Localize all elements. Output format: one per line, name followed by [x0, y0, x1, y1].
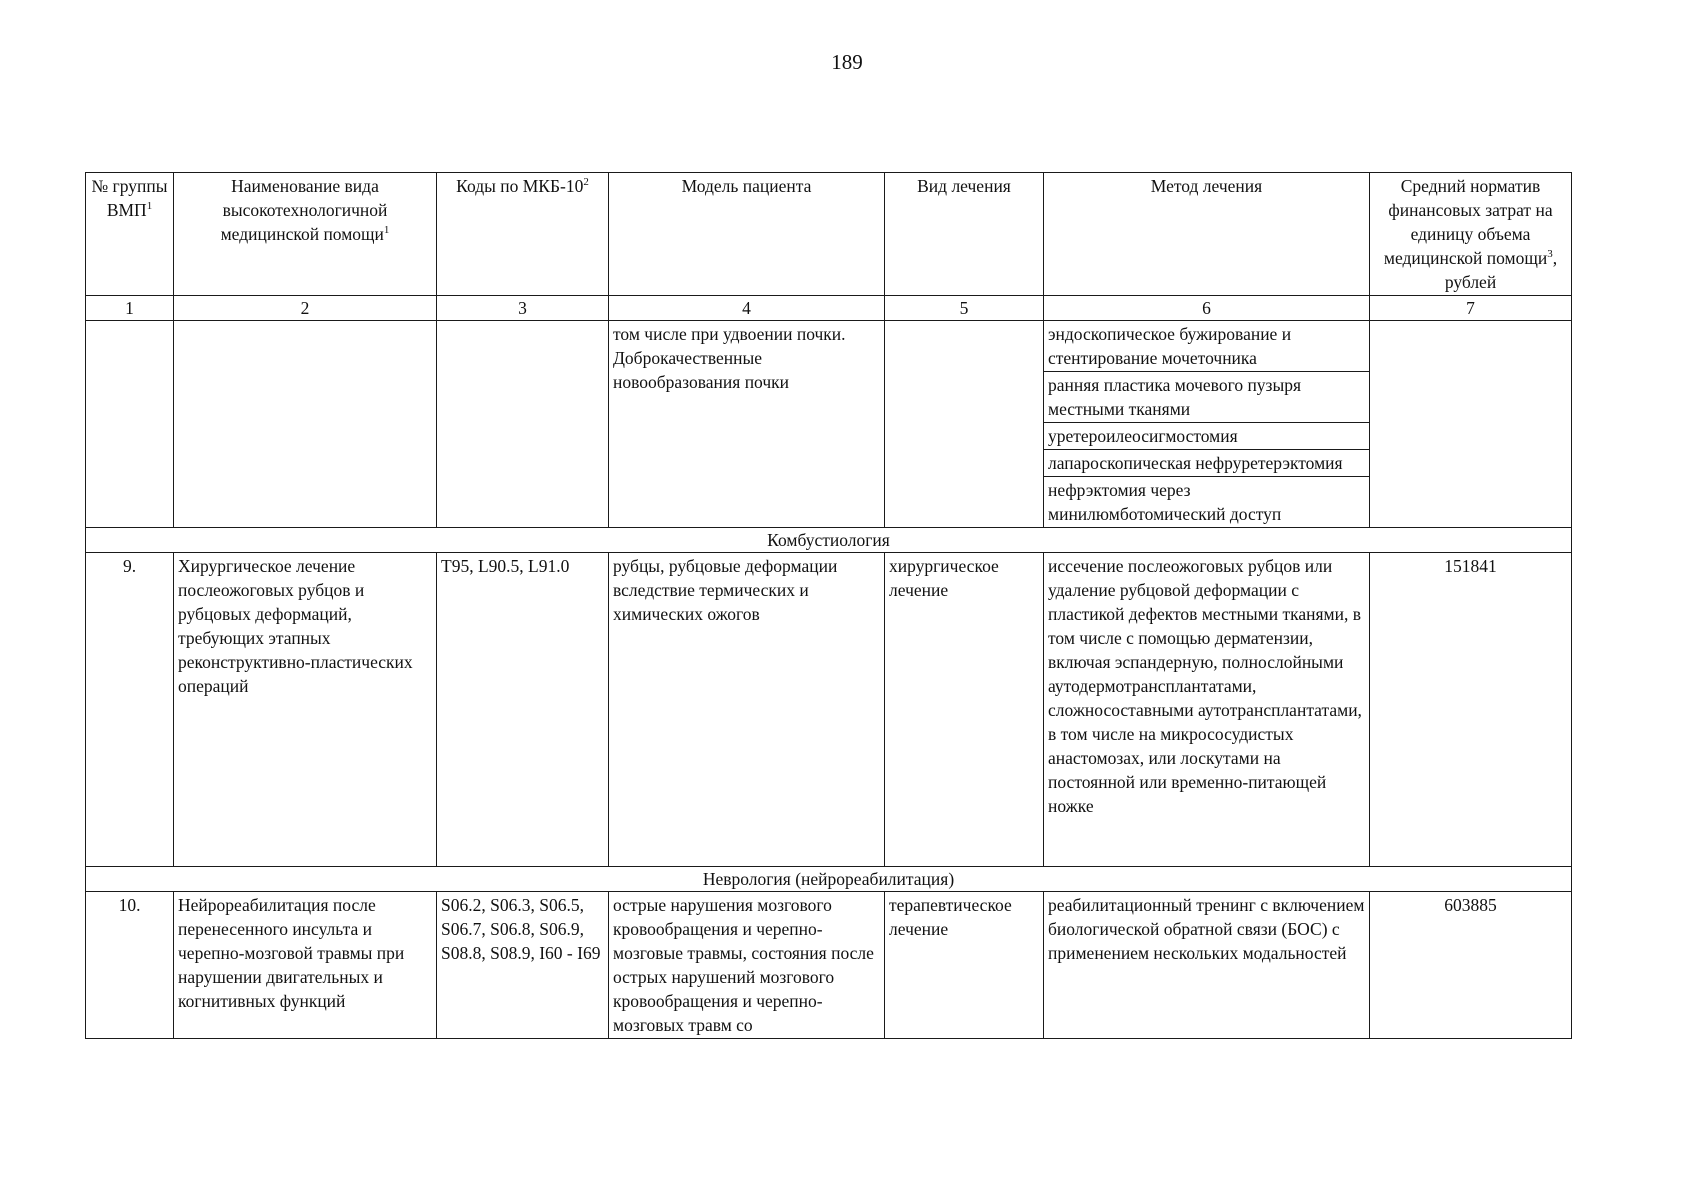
header-group-number: № группы ВМП$^1$ — [86, 173, 174, 296]
page-number: 189 — [831, 50, 863, 74]
header-treatment-method: Метод лечения — [1044, 173, 1370, 296]
cell-methods-list — [1044, 321, 1370, 528]
cell-icd-codes: T95, L90.5, L91.0 — [437, 553, 609, 867]
method-item: уретероилеосигмостомия — [1044, 423, 1369, 450]
column-number: 6 — [1044, 296, 1370, 321]
section-title: Комбустиология — [86, 528, 1572, 553]
cell-average-cost: 603885 — [1370, 892, 1572, 1039]
method-item: эндоскопическое бужирование и стентирование мочеточника — [1044, 321, 1369, 372]
cell-empty — [885, 321, 1044, 528]
header-row — [86, 173, 1572, 296]
table-row — [86, 553, 1572, 867]
column-number: 2 — [174, 296, 437, 321]
cell-patient-model: рубцы, рубцовые деформации вследствие термических и химических ожогов — [609, 553, 885, 867]
column-number: 1 — [86, 296, 174, 321]
header-average-cost: Средний норматив финансовых затрат на единицу объема медицинской помощи$^3$, рублей — [1370, 173, 1572, 296]
cell-treatment-type: терапевтическое лечение — [885, 892, 1044, 1039]
header-care-type: Наименование вида высокотехнологичной медицинской помощи$^1$ — [174, 173, 437, 296]
cell-patient-model: том числе при удвоении почки. Доброкачественные новообразования почки — [609, 321, 885, 528]
section-header-row — [86, 528, 1572, 553]
cell-treatment-method: реабилитационный тренинг с включением биологической обратной связи (БОС) с применением нескольких модальностей — [1044, 892, 1370, 1039]
cell-group-number: 9. — [86, 553, 174, 867]
cell-icd-codes: S06.2, S06.3, S06.5, S06.7, S06.8, S06.9, S08.8, S08.9, I60 - I69 — [437, 892, 609, 1039]
cell-empty — [86, 321, 174, 528]
section-title: Неврология (нейрореабилитация) — [86, 867, 1572, 892]
column-number: 7 — [1370, 296, 1572, 321]
cell-patient-model: острые нарушения мозгового кровообращения и черепно-мозговые травмы, состояния после острых нарушений мозгового кровообращения и черепно-мозговых травм со — [609, 892, 885, 1039]
column-number: 5 — [885, 296, 1044, 321]
cell-treatment-method: иссечение послеожоговых рубцов или удаление рубцовой деформации с пластикой дефектов местными тканями, в том числе с помощью дерматензии, включая эспандерную, полнослойными аутодермотрансплантатами, сложносоставными аутотрансплантатами, в том числе на микрососудистых анастомозах, или лоскутами на постоянной или временно-питающей ножке — [1044, 553, 1370, 867]
header-patient-model: Модель пациента — [609, 173, 885, 296]
cell-empty — [437, 321, 609, 528]
method-item: нефрэктомия через минилюмботомический доступ — [1048, 480, 1282, 524]
cell-care-type: Нейрореабилитация после перенесенного инсульта и черепно-мозговой травмы при нарушении двигательных и когнитивных функций — [174, 892, 437, 1039]
column-number: 4 — [609, 296, 885, 321]
method-item: ранняя пластика мочевого пузыря местными тканями — [1044, 372, 1369, 423]
cell-average-cost: 151841 — [1370, 553, 1572, 867]
cell-group-number: 10. — [86, 892, 174, 1039]
vmp-table — [85, 172, 1572, 1039]
table-row — [86, 892, 1572, 1039]
cell-care-type: Хирургическое лечение послеожоговых рубцов и рубцовых деформаций, требующих этапных реконструктивно-пластических операций — [174, 553, 437, 867]
header-icd-codes: Коды по МКБ-$10^2$ — [437, 173, 609, 296]
column-number-row — [86, 296, 1572, 321]
column-number: 3 — [437, 296, 609, 321]
header-treatment-type: Вид лечения — [885, 173, 1044, 296]
cell-empty — [174, 321, 437, 528]
cell-treatment-type: хирургическое лечение — [885, 553, 1044, 867]
cell-empty — [1370, 321, 1572, 528]
section-header-row — [86, 867, 1572, 892]
continuation-row — [86, 321, 1572, 528]
method-item: лапароскопическая нефруретерэктомия — [1044, 450, 1369, 477]
